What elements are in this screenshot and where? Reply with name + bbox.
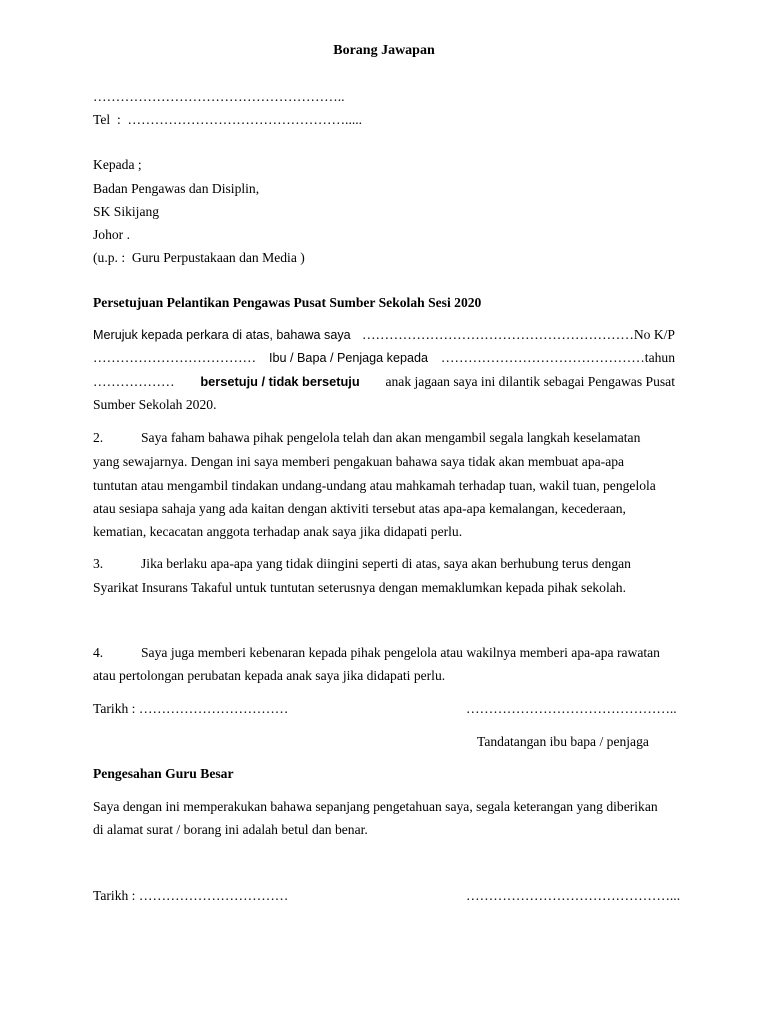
subject-heading: Persetujuan Pelantikan Pengawas Pusat Sumber Sekolah Sesi 2020 [93, 295, 482, 310]
para3-number: 3. [93, 556, 104, 571]
para1-ic-dots: ……………………………………………………No K/P [361, 327, 675, 342]
para1-text-c: anak jagaan saya ini dilantik sebagai Pengawas Pusat [385, 374, 675, 389]
recipient-line-1: Badan Pengawas dan Disiplin, [93, 181, 260, 196]
para1-line-3 [93, 373, 675, 391]
tel-colon: : [116, 112, 121, 127]
para3-line-2: Syarikat Insurans Takaful untuk tuntutan seterusnya dengan memaklumkan kepada pihak sekolah. [93, 580, 626, 595]
para1-line-2 [93, 349, 675, 367]
para2-line-5: kematian, kecacatan anggota terhadap anak saya jika didapati perlu. [93, 524, 463, 539]
para4-number: 4. [93, 645, 104, 660]
endorsement-line-2: di alamat surat / borang ini adalah betul dan benar. [93, 822, 368, 837]
para4-line-1: Saya juga memberi kebenaran kepada pihak pengelola atau wakilnya memberi apa-apa rawatan [141, 645, 660, 660]
para1-dots-a: ……………………………… [93, 350, 257, 365]
parent-signature-line: ……………………………………….. [466, 701, 677, 716]
endorsement-line-1: Saya dengan ini memperakukan bahawa sepanjang pengetahuan saya, segala keterangan yang diberikan [93, 799, 658, 814]
parent-date-field: Tarikh : …………………………… [93, 701, 289, 716]
para1-dots-c: ……………… [93, 374, 175, 389]
recipient-line-3: Johor . [93, 227, 131, 242]
para3-line-1: Jika berlaku apa-apa yang tidak diingini seperti di atas, saya akan berhubung terus dengan [141, 556, 631, 571]
parent-signature-caption: Tandatangan ibu bapa / penjaga [477, 734, 649, 749]
name-dotted-line: ……………………………………………….. [93, 89, 345, 104]
para2-line-3: tuntutan atau mengambil tindakan undang-undang atau mahkamah terhadap tuan, wakil tuan, pengelola [93, 478, 656, 493]
recipient-kepada: Kepada ; [93, 157, 142, 172]
para4-line-2: atau pertolongan perubatan kepada anak saya jika didapati perlu. [93, 668, 446, 683]
endorsement-heading: Pengesahan Guru Besar [93, 766, 234, 781]
para2-line-4: atau sesiapa sahaja yang ada kaitan dengan aktiviti tersebut atas apa-apa kemalangan, kecederaan, [93, 501, 626, 516]
recipient-line-4: (u.p. : Guru Perpustakaan dan Media ) [93, 250, 305, 265]
tel-dots: …………………………………………..... [127, 112, 363, 127]
form-title: Borang Jawapan [333, 43, 435, 58]
para1-consent-choice: bersetuju / tidak bersetuju [200, 374, 360, 389]
para2-line-1: Saya faham bahawa pihak pengelola telah dan akan mengambil segala langkah keselamatan [141, 430, 641, 445]
para1-relation: Ibu / Bapa / Penjaga kepada [269, 351, 428, 365]
para2-number: 2. [93, 430, 104, 445]
tel-label: Tel [93, 112, 111, 127]
para1-line-4: Sumber Sekolah 2020. [93, 397, 217, 412]
headmaster-date-field: Tarikh : …………………………… [93, 888, 289, 903]
para1-text-a: Merujuk kepada perkara di atas, bahawa saya [93, 328, 351, 342]
recipient-line-2: SK Sikijang [93, 204, 160, 219]
tel-line [93, 111, 362, 129]
para2-line-2: yang sewajarnya. Dengan ini saya memberi pengakuan bahawa saya tidak akan membuat apa-apa [93, 454, 625, 469]
para1-dots-b: ………………………………………tahun [440, 350, 675, 365]
para1-line-1 [93, 326, 675, 344]
headmaster-signature-line: ………………………………………... [466, 888, 681, 903]
